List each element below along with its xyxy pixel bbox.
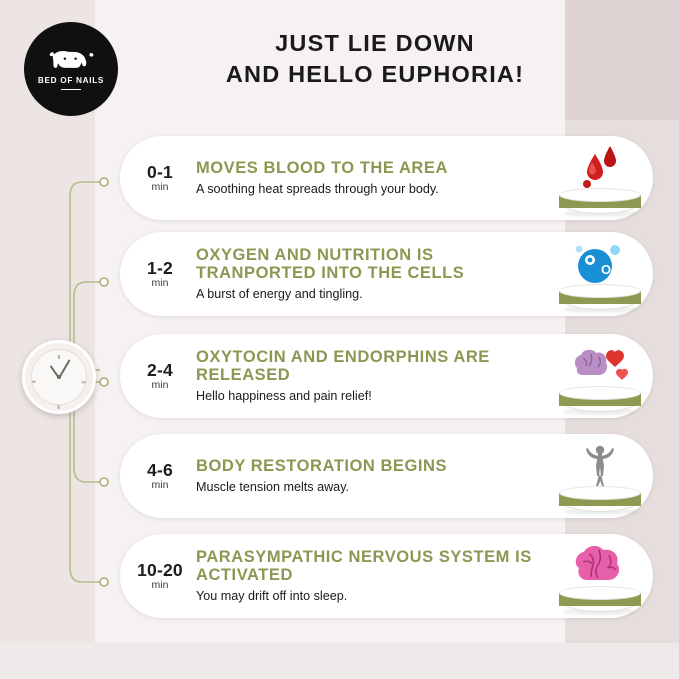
step-3-pedestal — [559, 386, 641, 412]
page-title-line-1: JUST LIE DOWN — [275, 30, 475, 56]
step-2-art — [545, 232, 653, 316]
step-2-time-value: 1-2 — [147, 257, 173, 278]
step-1-pedestal — [559, 188, 641, 214]
step-3-time-unit: min — [151, 378, 169, 391]
step-5-pedestal — [559, 586, 641, 612]
step-3-text — [196, 348, 545, 405]
step-5-art — [545, 534, 653, 618]
svg-text:2: 2 — [610, 271, 615, 280]
step-3-art — [545, 334, 653, 418]
step-1-time-value: 0-1 — [147, 161, 173, 182]
step-1-title: MOVES BLOOD TO THE AREA — [196, 159, 448, 178]
step-4-title: BODY RESTORATION BEGINS — [196, 457, 448, 476]
step-2-pedestal — [559, 284, 641, 310]
step-3-subtitle: Hello happiness and pain relief! — [196, 389, 372, 404]
step-1-time — [124, 163, 196, 194]
timeline-step-4 — [120, 434, 653, 518]
step-5-time-unit: min — [151, 578, 169, 591]
timeline-step-2 — [120, 232, 653, 316]
step-5-subtitle: You may drift off into sleep. — [196, 589, 348, 604]
step-5-title: PARASYMPATHIC NERVOUS SYSTEM IS ACTIVATED — [196, 547, 532, 585]
step-2-subtitle: A burst of energy and tingling. — [196, 287, 363, 302]
timeline-step-5 — [120, 534, 653, 618]
step-1-subtitle: A soothing heat spreads through your body. — [196, 181, 439, 196]
step-4-time-value: 4-6 — [147, 459, 173, 480]
step-5-time-value: 10-20 — [137, 559, 183, 580]
step-4-text — [196, 457, 545, 495]
timeline-step-3 — [120, 334, 653, 418]
step-5-time — [124, 561, 196, 592]
page-title-line-2: AND HELLO EUPHORIA! — [225, 60, 525, 87]
step-3-time — [124, 361, 196, 392]
step-1-time-unit: min — [151, 180, 169, 193]
step-4-time-unit: min — [151, 478, 169, 491]
brand-name: BED OF NAILS — [37, 75, 105, 85]
step-2-title: OXYGEN AND NUTRITION IS TRANPORTED INTO THE CELLS — [196, 245, 465, 283]
step-1-art — [545, 136, 653, 220]
step-5-text — [196, 548, 545, 605]
step-4-time — [124, 461, 196, 492]
svg-text:O: O — [601, 262, 612, 277]
timeline-step-1 — [120, 136, 653, 220]
step-2-time — [124, 259, 196, 290]
step-3-title: OXYTOCIN AND ENDORPHINS ARE RELEASED — [196, 347, 490, 385]
step-2-text — [196, 246, 545, 303]
step-3-time-value: 2-4 — [147, 359, 173, 380]
step-1-text — [196, 159, 545, 197]
step-2-time-unit: min — [151, 276, 169, 289]
step-4-pedestal — [559, 486, 641, 512]
step-4-subtitle: Muscle tension melts away. — [196, 479, 350, 494]
step-4-art — [545, 434, 653, 518]
